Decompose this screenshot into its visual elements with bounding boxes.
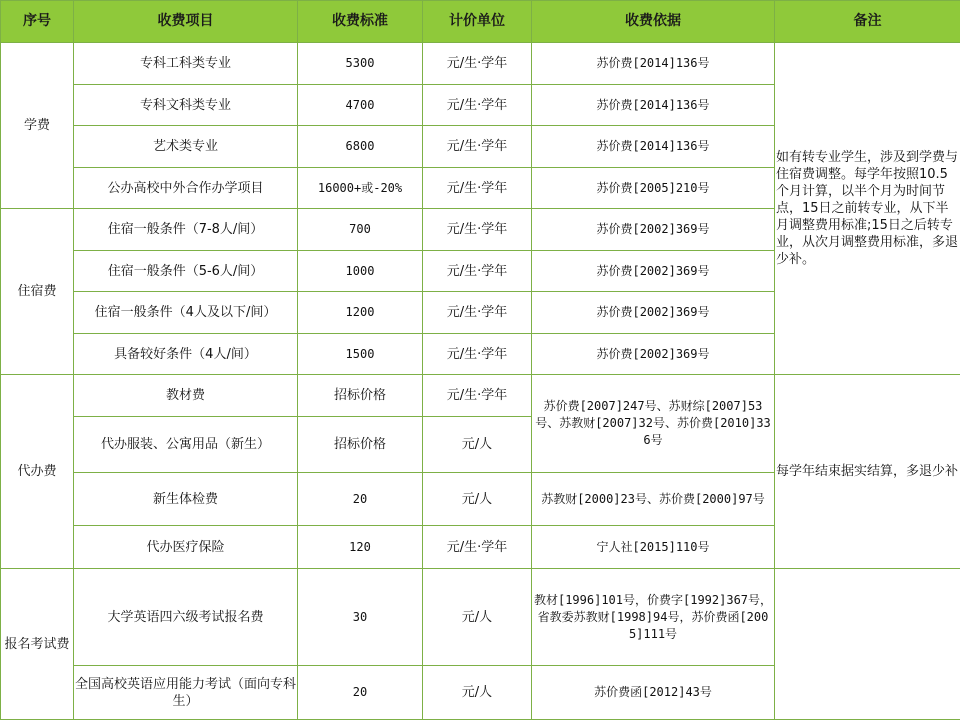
group-label-tuition: 学费: [1, 43, 74, 209]
note-exam-empty: [775, 569, 960, 720]
basis-cell: 苏价费[2014]136号: [532, 85, 775, 126]
item-cell: 新生体检费: [74, 473, 298, 526]
standard-cell: 1000: [298, 251, 423, 292]
basis-cell: 苏价费[2014]136号: [532, 126, 775, 168]
item-cell: 住宿一般条件（4人及以下/间）: [74, 292, 298, 334]
basis-cell: 苏价费[2002]369号: [532, 209, 775, 251]
basis-cell: 苏价费[2014]136号: [532, 43, 775, 85]
item-cell: 公办高校中外合作办学项目: [74, 168, 298, 209]
basis-cell: 宁人社[2015]110号: [532, 526, 775, 569]
item-cell: 代办服装、公寓用品（新生）: [74, 417, 298, 473]
item-cell: 专科工科类专业: [74, 43, 298, 85]
table-row: [1, 375, 960, 417]
standard-cell: 16000+或-20%: [298, 168, 423, 209]
unit-cell: 元/人: [423, 569, 532, 666]
unit-cell: 元/生·学年: [423, 251, 532, 292]
header-item: 收费项目: [74, 1, 298, 43]
standard-cell: 6800: [298, 126, 423, 168]
standard-cell: 20: [298, 473, 423, 526]
header-standard: 收费标准: [298, 1, 423, 43]
item-cell: 住宿一般条件（7-8人/间）: [74, 209, 298, 251]
group-label-agency: 代办费: [1, 375, 74, 569]
unit-cell: 元/人: [423, 417, 532, 473]
item-cell: 教材费: [74, 375, 298, 417]
standard-cell: 120: [298, 526, 423, 569]
standard-cell: 招标价格: [298, 375, 423, 417]
standard-cell: 5300: [298, 43, 423, 85]
note-tuition-housing: 如有转专业学生，涉及到学费与住宿费调整。每学年按照10.5个月计算，以半个月为时间节点，15日之前转专业，从下半月调整费用标准;15日之后转专业，从次月调整费用标准，多退少补。: [775, 43, 960, 375]
item-cell: 艺术类专业: [74, 126, 298, 168]
group-label-exam: 报名考试费: [1, 569, 74, 720]
standard-cell: 1500: [298, 334, 423, 375]
unit-cell: 元/人: [423, 473, 532, 526]
basis-cell: 苏价费[2002]369号: [532, 292, 775, 334]
basis-cell: 苏价费函[2012]43号: [532, 666, 775, 720]
group-label-housing: 住宿费: [1, 209, 74, 375]
unit-cell: 元/生·学年: [423, 375, 532, 417]
header-basis: 收费依据: [532, 1, 775, 43]
unit-cell: 元/生·学年: [423, 85, 532, 126]
basis-cell-shared: 苏价费[2007]247号、苏财综[2007]53号、苏教财[2007]32号、苏价费[2010]336号: [532, 375, 775, 473]
basis-cell: 苏教财[2000]23号、苏价费[2000]97号: [532, 473, 775, 526]
unit-cell: 元/人: [423, 666, 532, 720]
unit-cell: 元/生·学年: [423, 209, 532, 251]
item-cell: 具备较好条件（4人/间）: [74, 334, 298, 375]
basis-cell: 苏价费[2002]369号: [532, 334, 775, 375]
unit-cell: 元/生·学年: [423, 526, 532, 569]
header-unit: 计价单位: [423, 1, 532, 43]
standard-cell: 20: [298, 666, 423, 720]
standard-cell: 4700: [298, 85, 423, 126]
unit-cell: 元/生·学年: [423, 126, 532, 168]
table-row: [1, 43, 960, 85]
basis-cell: 苏价费[2005]210号: [532, 168, 775, 209]
item-cell: 大学英语四六级考试报名费: [74, 569, 298, 666]
header-row: [1, 1, 960, 43]
item-cell: 专科文科类专业: [74, 85, 298, 126]
table-row: [1, 569, 960, 666]
unit-cell: 元/生·学年: [423, 43, 532, 85]
item-cell: 全国高校英语应用能力考试（面向专科生）: [74, 666, 298, 720]
standard-cell: 700: [298, 209, 423, 251]
standard-cell: 1200: [298, 292, 423, 334]
item-cell: 代办医疗保险: [74, 526, 298, 569]
basis-cell: 教材[1996]101号，价费字[1992]367号，省教委苏教财[1998]94号，苏价费函[2005]111号: [532, 569, 775, 666]
unit-cell: 元/生·学年: [423, 292, 532, 334]
header-index: 序号: [1, 1, 74, 43]
item-cell: 住宿一般条件（5-6人/间）: [74, 251, 298, 292]
basis-cell: 苏价费[2002]369号: [532, 251, 775, 292]
standard-cell: 30: [298, 569, 423, 666]
header-notes: 备注: [775, 1, 960, 43]
unit-cell: 元/生·学年: [423, 168, 532, 209]
note-agency: 每学年结束据实结算，多退少补: [775, 375, 960, 569]
unit-cell: 元/生·学年: [423, 334, 532, 375]
standard-cell: 招标价格: [298, 417, 423, 473]
